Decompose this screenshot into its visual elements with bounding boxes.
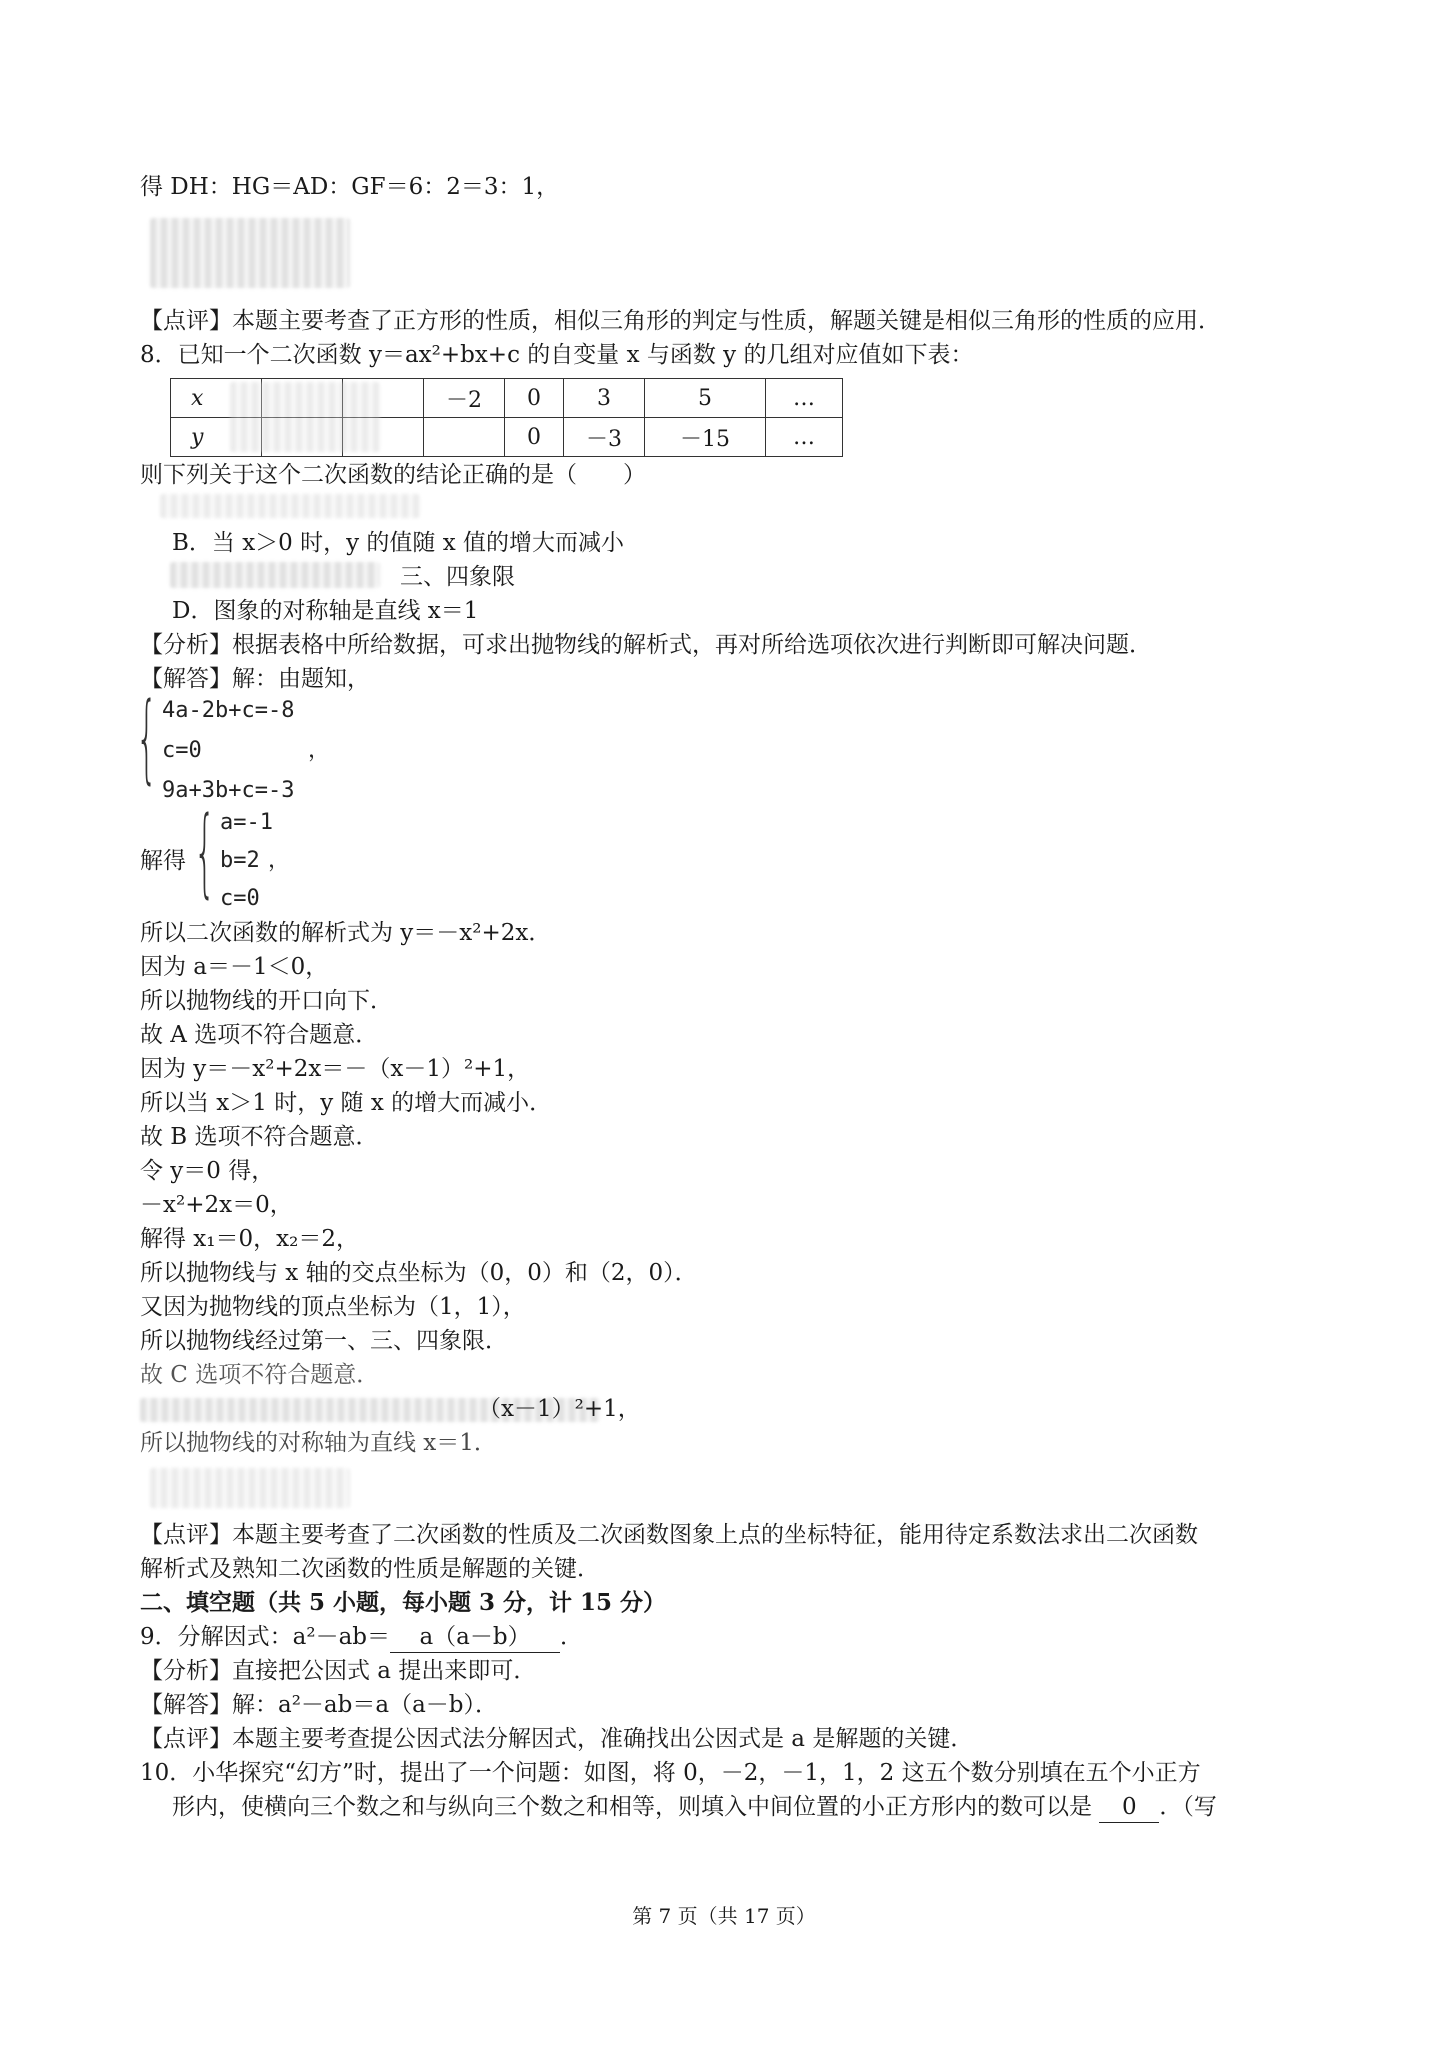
step-4: 故 A 选项不符合题意． bbox=[140, 1022, 379, 1048]
answer-blank: 0 bbox=[1099, 1792, 1159, 1823]
option-b: B．当 x＞0 时，y 的值随 x 值的增大而减小 bbox=[172, 530, 625, 556]
question-9-text: 9．分解因式：a²－ab＝ bbox=[140, 1624, 391, 1650]
answer-blank: a（a－b） bbox=[390, 1622, 560, 1653]
equation: c=0 bbox=[162, 738, 202, 763]
equation: 9a+3b+c=-3 bbox=[162, 778, 295, 803]
table-cell: －2 bbox=[424, 379, 505, 418]
comment-text: 本题主要考查了正方形的性质，相似三角形的判定与性质，解题关键是相似三角形的性质的应用． bbox=[232, 308, 1221, 334]
tag-fenxi: 【分析】 bbox=[140, 1658, 232, 1684]
analysis-text: 直接把公因式 a 提出来即可． bbox=[232, 1658, 537, 1684]
comment-2-line-2: 解析式及熟知二次函数的性质是解题的关键． bbox=[140, 1556, 600, 1582]
tag-fenxi: 【分析】 bbox=[140, 632, 232, 658]
solution-text: 解：由题知， bbox=[232, 666, 370, 692]
step-13: 所以抛物线经过第一、三、四象限． bbox=[140, 1328, 508, 1354]
table-cell: x bbox=[171, 379, 262, 418]
option-c-tail: 三、四象限 bbox=[400, 564, 515, 590]
equation-comma: ， bbox=[268, 848, 291, 873]
table-cell: －15 bbox=[645, 418, 766, 457]
step-2: 因为 a＝－1＜0， bbox=[140, 954, 329, 980]
option-d: D．图象的对称轴是直线 x＝1 bbox=[172, 598, 479, 624]
table-cell bbox=[424, 418, 505, 457]
step-7: 故 B 选项不符合题意． bbox=[140, 1124, 379, 1150]
q9-comment bbox=[140, 1724, 973, 1754]
equation: a=-1 bbox=[220, 810, 273, 835]
step-10: 解得 x₁＝0，x₂＝2， bbox=[140, 1226, 359, 1252]
tag-dianping: 【点评】 bbox=[140, 1726, 232, 1752]
q9-analysis bbox=[140, 1656, 536, 1686]
question-10-line-2 bbox=[172, 1792, 1217, 1823]
tag-dianping: 【点评】 bbox=[140, 1522, 232, 1548]
table-cell: 3 bbox=[564, 379, 645, 418]
solution-line bbox=[140, 664, 370, 694]
step-3: 所以抛物线的开口向下． bbox=[140, 988, 393, 1014]
question-9-end: ． bbox=[560, 1624, 584, 1650]
question-8-ask: 则下列关于这个二次函数的结论正确的是（ ） bbox=[140, 462, 646, 488]
blurred-region bbox=[170, 562, 380, 588]
equation-comma: ， bbox=[308, 738, 331, 763]
table-cell: … bbox=[766, 418, 843, 457]
solution-text: 解：a²－ab＝a（a－b）． bbox=[232, 1692, 499, 1718]
blurred-region bbox=[150, 1468, 350, 1508]
step-1: 所以二次函数的解析式为 y＝－x²+2x． bbox=[140, 920, 552, 946]
step-9: －x²+2x＝0， bbox=[140, 1192, 293, 1218]
step-5: 因为 y＝－x²+2x＝－（x－1）²+1， bbox=[140, 1056, 531, 1082]
step-6: 所以当 x＞1 时，y 随 x 的增大而减小． bbox=[140, 1090, 553, 1116]
question-9 bbox=[140, 1622, 583, 1653]
table-cell: 0 bbox=[505, 418, 564, 457]
equation: 4a-2b+c=-8 bbox=[162, 698, 295, 723]
table-cell: －3 bbox=[564, 418, 645, 457]
table-cell: … bbox=[766, 379, 843, 418]
page-footer: 第 7 页（共 17 页） bbox=[632, 1904, 816, 1928]
analysis-line bbox=[140, 630, 1152, 660]
comment-2-line-1 bbox=[140, 1520, 1198, 1550]
blurred-region bbox=[230, 382, 380, 452]
question-10-text: 形内，使横向三个数之和与纵向三个数之和相等，则填入中间位置的小正方形内的数可以是 bbox=[172, 1794, 1092, 1820]
solve-label: 解得 bbox=[140, 848, 186, 874]
tag-dianping: 【点评】 bbox=[140, 308, 232, 334]
tag-jieda: 【解答】 bbox=[140, 1692, 232, 1718]
comment-line bbox=[140, 306, 1221, 336]
blurred-region bbox=[150, 218, 350, 288]
step-14: 故 C 选项不符合题意． bbox=[140, 1362, 380, 1388]
equation: c=0 bbox=[220, 886, 260, 911]
step-11: 所以抛物线与 x 轴的交点坐标为（0，0）和（2，0）． bbox=[140, 1260, 698, 1286]
step-16: 所以抛物线的对称轴为直线 x＝1． bbox=[140, 1430, 497, 1456]
equation: b=2 bbox=[220, 848, 260, 873]
comment-text: 本题主要考查提公因式法分解因式，准确找出公因式是 a 是解题的关键． bbox=[232, 1726, 974, 1752]
step-12: 又因为抛物线的顶点坐标为（1，1）， bbox=[140, 1294, 526, 1320]
step-15-tail: （x－1）²+1， bbox=[478, 1396, 641, 1422]
analysis-text: 根据表格中所给数据，可求出抛物线的解析式，再对所给选项依次进行判断即可解决问题． bbox=[232, 632, 1152, 658]
table-cell: 0 bbox=[505, 379, 564, 418]
table-cell: 5 bbox=[645, 379, 766, 418]
question-10-end: ．（写 bbox=[1159, 1794, 1217, 1820]
equation-brace: { bbox=[136, 682, 158, 794]
equation-brace: { bbox=[194, 796, 216, 908]
step-8: 令 y＝0 得， bbox=[140, 1158, 275, 1184]
comment-text: 本题主要考查了二次函数的性质及二次函数图象上点的坐标特征，能用待定系数法求出二次函数 bbox=[232, 1522, 1198, 1548]
question-10-line-1: 10．小华探究“幻方”时，提出了一个问题：如图，将 0，－2，－1，1，2 这五个数分别填在五个小正方 bbox=[140, 1760, 1201, 1786]
line-1: 得 DH：HG＝AD：GF＝6：2＝3：1， bbox=[140, 174, 560, 200]
table-cell: y bbox=[171, 418, 262, 457]
question-8: 8．已知一个二次函数 y＝ax²+bx+c 的自变量 x 与函数 y 的几组对应值如下表： bbox=[140, 342, 974, 368]
tag-jieda: 【解答】 bbox=[140, 666, 232, 692]
section-heading: 二、填空题（共 5 小题，每小题 3 分，计 15 分） bbox=[140, 1589, 667, 1616]
blurred-region bbox=[160, 494, 420, 518]
q9-solution bbox=[140, 1690, 498, 1720]
